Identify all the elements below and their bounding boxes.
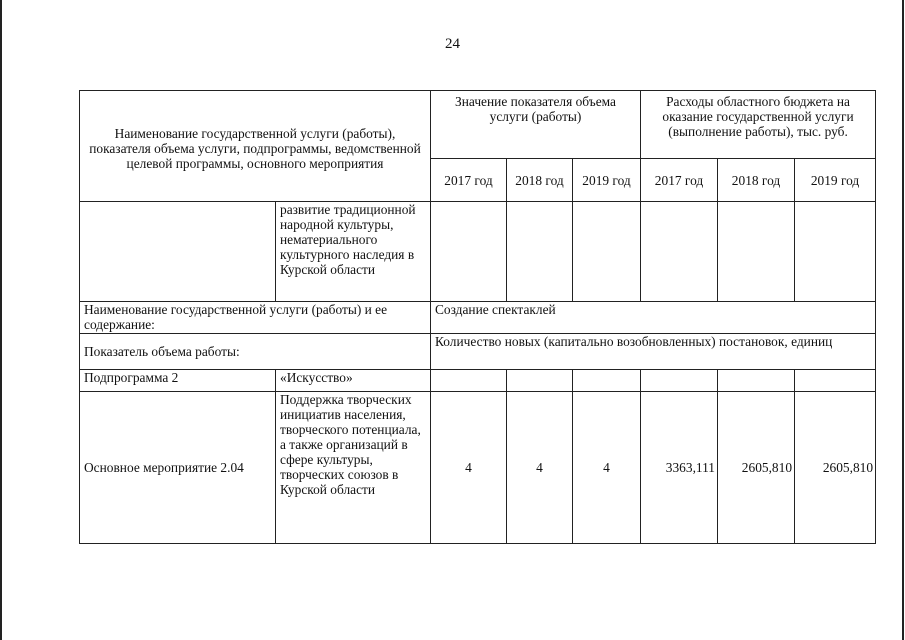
activity-value-cell: 2605,810 xyxy=(795,392,876,544)
empty-cell xyxy=(507,202,573,302)
year-header-cell: 2018 год xyxy=(718,159,795,202)
activity-row xyxy=(80,392,876,544)
empty-cell xyxy=(431,370,507,392)
header-expense-cell: Расходы областного бюджета на оказание государственной услуги (выполнение работы), тыс. руб. xyxy=(641,91,876,159)
service-row xyxy=(80,302,876,334)
empty-cell xyxy=(573,370,641,392)
service-value-cell: Создание спектаклей xyxy=(431,302,876,334)
indicator-row xyxy=(80,334,876,370)
empty-cell xyxy=(507,370,573,392)
activity-name-cell: Поддержка творческих инициатив населения, творческого потенциала, а также организаций в сфере культуры, творческих союзов в Курской области xyxy=(276,392,431,544)
empty-cell xyxy=(718,370,795,392)
activity-value-cell: 4 xyxy=(507,392,573,544)
year-header-cell: 2019 год xyxy=(573,159,641,202)
empty-cell xyxy=(573,202,641,302)
subprogram-row xyxy=(80,370,876,392)
activity-value-cell: 4 xyxy=(431,392,507,544)
service-label-cell: Наименование государственной услуги (работы) и ее содержание: xyxy=(80,302,431,334)
header-row xyxy=(80,91,876,159)
subprogram-name-cell: «Искусство» xyxy=(276,370,431,392)
subprogram-label-cell: Подпрограмма 2 xyxy=(80,370,276,392)
activity-value-cell: 4 xyxy=(573,392,641,544)
year-header-cell: 2019 год xyxy=(795,159,876,202)
header-indicator-cell: Значение показателя объема услуги (работы) xyxy=(431,91,641,159)
page-left-edge xyxy=(0,0,2,640)
page-number: 24 xyxy=(445,36,460,52)
empty-cell xyxy=(641,370,718,392)
activity-value-cell: 2605,810 xyxy=(718,392,795,544)
year-header-cell: 2017 год xyxy=(431,159,507,202)
header-name-cell: Наименование государственной услуги (работы), показателя объема услуги, подпрограммы, ведомственной целевой программы, основного мероприятия xyxy=(80,91,431,202)
budget-table xyxy=(79,90,876,544)
empty-cell xyxy=(718,202,795,302)
activity-value-cell: 3363,111 xyxy=(641,392,718,544)
year-header-cell: 2017 год xyxy=(641,159,718,202)
empty-cell xyxy=(80,202,276,302)
empty-cell xyxy=(641,202,718,302)
continuation-text-cell: развитие традиционной народной культуры, нематериального культурного наследия в Курской области xyxy=(276,202,431,302)
empty-cell xyxy=(795,370,876,392)
indicator-label-cell: Показатель объема работы: xyxy=(80,334,431,370)
empty-cell xyxy=(431,202,507,302)
indicator-value-cell: Количество новых (капитально возобновленных) постановок, единиц xyxy=(431,334,876,370)
year-header-cell: 2018 год xyxy=(507,159,573,202)
page-right-edge xyxy=(902,0,904,640)
continuation-row xyxy=(80,202,876,302)
activity-label-cell: Основное мероприятие 2.04 xyxy=(80,392,276,544)
empty-cell xyxy=(795,202,876,302)
